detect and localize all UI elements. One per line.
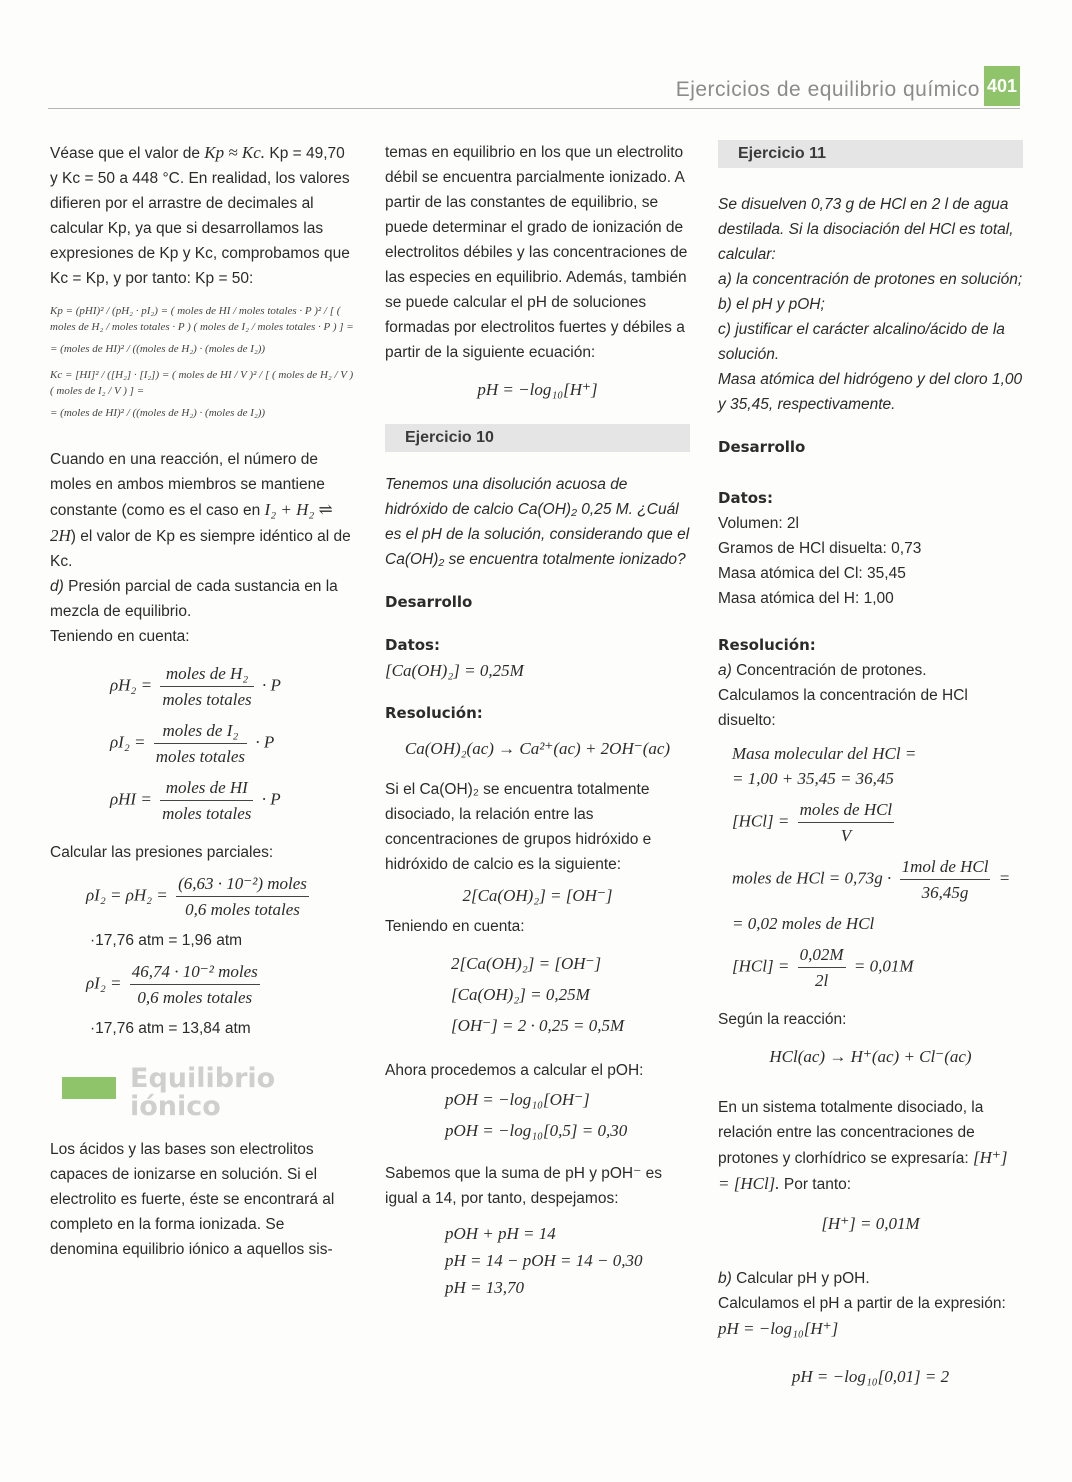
kp-formula	[50, 303, 355, 421]
equation-group: 2[Ca(OH)₂] = [OH⁻] [Ca(OH)₂] = 0,25M [OH⁻] = 2 · 0,25 = 0,5M	[451, 954, 625, 1035]
paragraph: Ahora procedemos a calcular el pOH:	[385, 1062, 644, 1079]
column-2	[385, 140, 690, 1300]
desarrollo-heading: Desarrollo	[385, 593, 473, 611]
paragraph: d) Presión parcial de cada sustancia en la mezcla de equilibrio.	[50, 578, 338, 620]
paragraph: temas en equilibrio en los que un electrolito débil se encuentra parcialmente ionizado. A partir de las constantes de equilibrio, se puede determinar el grado de ionización de electrolitos débiles y las concentraciones de las especies en equilibrio. Además, también se puede calcular el pH de soluciones formadas por electrolitos fuertes y débiles a partir de la siguiente ecuación:	[385, 144, 688, 361]
calc-pressure-2: ρI₂ = $\frac{\text{46,74 · 10⁻² moles}}{\text{0,6 moles totales}}$	[50, 959, 355, 1010]
kp-formula-line-2: = (moles de HI)² / ((moles de H₂) · (moles de I₂))	[50, 343, 266, 355]
paragraph: Si el Ca(OH)₂ se encuentra totalmente disociado, la relación entre las concentraciones de grupos hidróxido e hidróxido de calcio es la siguiente:	[385, 781, 652, 873]
datos-item: Masa atómica del H: 1,00	[718, 590, 894, 607]
resolucion-heading: Resolución:	[385, 704, 483, 722]
paragraph: Calcular las presiones parciales:	[50, 844, 274, 861]
calc-pressure-1-result: ·17,76 atm = 1,96 atm	[90, 932, 243, 949]
paragraph: Calculamos la concentración de HCl disuelto:	[718, 687, 968, 729]
running-header-title: Ejercicios de equilibrio químico	[675, 78, 980, 101]
paragraph: Sabemos que la suma de pH y pOH⁻ es igual a 14, por tanto, despejamos:	[385, 1165, 662, 1207]
datos-equation: [Ca(OH)₂] = 0,25M	[385, 661, 524, 680]
equation-pi2: ρI₂ = $\frac{\text{moles de I₂}}{\text{moles totales}}$ · P	[50, 718, 355, 769]
datos-item: Volumen: 2l	[718, 515, 799, 532]
paragraph: Teniendo en cuenta:	[385, 918, 525, 935]
hcl-calculation: Masa molecular del HCl = = 1,00 + 35,45 = 36,45 [HCl] = $\frac{\text{moles de HCl}}{V}$ moles de HCl = 0,73g · $\frac{\text{1mol de HCl}}{36,45g}$ = = 0,02 moles de HCl [HCl] = $\frac{0,02M}{2l}$ = 0,01M	[732, 744, 1011, 990]
equation-phi: ρHI = $\frac{\text{moles de HI}}{\text{moles totales}}$ · P	[50, 775, 355, 826]
datos-item: Masa atómica del Cl: 35,45	[718, 565, 906, 582]
exercise-10-statement: Tenemos una disolución acuosa de hidróxido de calcio Ca(OH)₂ 0,25 M. ¿Cuál es el pH de la solución, considerando que el Ca(OH)₂ se encuentra totalmente ionizado?	[385, 476, 690, 568]
section-title: Equilibrio iónico	[130, 1063, 276, 1122]
header-rule	[48, 108, 1020, 109]
poh-equations: pOH = −log₁₀[OH⁻] pOH = −log₁₀[0,5] = 0,30	[445, 1090, 628, 1140]
relation-equation: 2[Ca(OH)₂] = [OH⁻]	[462, 886, 613, 905]
paragraph: a) Concentración de protones.	[718, 662, 927, 679]
equation-ph2: ρH₂ = $\frac{\text{moles de H₂}}{\text{moles totales}}$ · P	[50, 661, 355, 712]
datos-item: Gramos de HCl disuelta: 0,73	[718, 540, 922, 557]
paragraph: En un sistema totalmente disociado, la relación entre las concentraciones de protones y clorhídrico se expresaría: [H⁺] = [HCl]. Por tanto:	[718, 1099, 1008, 1193]
section-marker	[62, 1077, 116, 1099]
kp-formula-line-1: Kp = (pHI)² / (pH₂ · pI₂) = ( moles de HI / moles totales · P )² / [ ( moles de H₂ / moles totales · P ) ( moles de I₂ / moles totales · P ) ] =	[50, 305, 354, 333]
paragraph: Los ácidos y las bases son electrolitos capaces de ionizarse en solución. Si el electrolito es fuerte, éste se encontrará al completo en la forma ionizada. Se denomina equilibrio iónico a aquellos sis-	[50, 1141, 335, 1258]
ph-result-equation: pH = −log₁₀[0,01] = 2	[791, 1367, 950, 1386]
paragraph: Calculamos el pH a partir de la expresión: pH = −log₁₀[H⁺]	[718, 1295, 1006, 1338]
calc-pressure-2-result: ·17,76 atm = 13,84 atm	[90, 1020, 251, 1037]
resolucion-heading: Resolución:	[718, 636, 816, 654]
calc-pressure-1: ρI₂ = ρH₂ = $\frac{\text{(6,63 · 10⁻²) moles}}{\text{0,6 moles totales}}$	[50, 871, 355, 922]
section-heading	[50, 1063, 355, 1131]
exercise-11-heading: Ejercicio 11	[718, 140, 1023, 168]
kc-formula-line-2: = (moles de HI)² / ((moles de H₂) · (moles de I₂))	[50, 407, 266, 419]
page-number-badge: 401	[984, 66, 1020, 106]
reaction-equation: HCl(ac) → H⁺(ac) + Cl⁻(ac)	[769, 1047, 972, 1066]
h-equation: [H⁺] = 0,01M	[821, 1214, 920, 1233]
datos-heading: Datos:	[385, 636, 440, 654]
datos-heading: Datos:	[718, 489, 773, 507]
page-header	[0, 0, 1072, 112]
column-1	[50, 140, 355, 1262]
reaction-equation: Ca(OH)₂(ac) → Ca²⁺(ac) + 2OH⁻(ac)	[404, 739, 671, 758]
ph-equations: pOH + pH = 14 pH = 14 − pOH = 14 − 0,30 pH = 13,70	[445, 1224, 643, 1297]
exercise-10-heading: Ejercicio 10	[385, 424, 690, 452]
column-3	[718, 140, 1023, 1395]
kc-formula-line-1: Kc = [HI]² / ([H₂] · [I₂]) = ( moles de HI / V )² / [ ( moles de H₂ / V ) ( moles de I₂ / V ) ] =	[50, 369, 354, 397]
paragraph: b) Calcular pH y pOH.	[718, 1270, 870, 1287]
paragraph: Cuando en una reacción, el número de moles en ambos miembros se mantiene constante (como es el caso en I₂ + H₂ ⇌ 2H) el valor de Kp es siempre idéntico al de Kc.	[50, 451, 351, 570]
exercise-11-statement: Se disuelven 0,73 g de HCl en 2 l de agua destilada. Si la disociación del HCl es total, calcular: a) la concentración de protones en solución; b) el pH y pOH; c) justificar el carácter alcalino/ácido de la solución. Masa atómica del hidrógeno y del cloro 1,00 y 35,45, respectivamente.	[718, 196, 1023, 413]
equation-ph: pH = −log₁₀[H⁺]	[477, 380, 598, 399]
paragraph: Teniendo en cuenta:	[50, 628, 190, 645]
paragraph: Según la reacción:	[718, 1011, 847, 1028]
paragraph: Véase que el valor de Kp ≈ Kc. Kp = 49,70 y Kc = 50 a 448 °C. En realidad, los valores difieren por el arrastre de decimales al calcular Kp, ya que si desarrollamos las expresiones de Kp y Kc, comprobamos que Kc = Kp, y por tanto: Kp = 50:	[50, 143, 350, 287]
desarrollo-heading: Desarrollo	[718, 438, 806, 456]
